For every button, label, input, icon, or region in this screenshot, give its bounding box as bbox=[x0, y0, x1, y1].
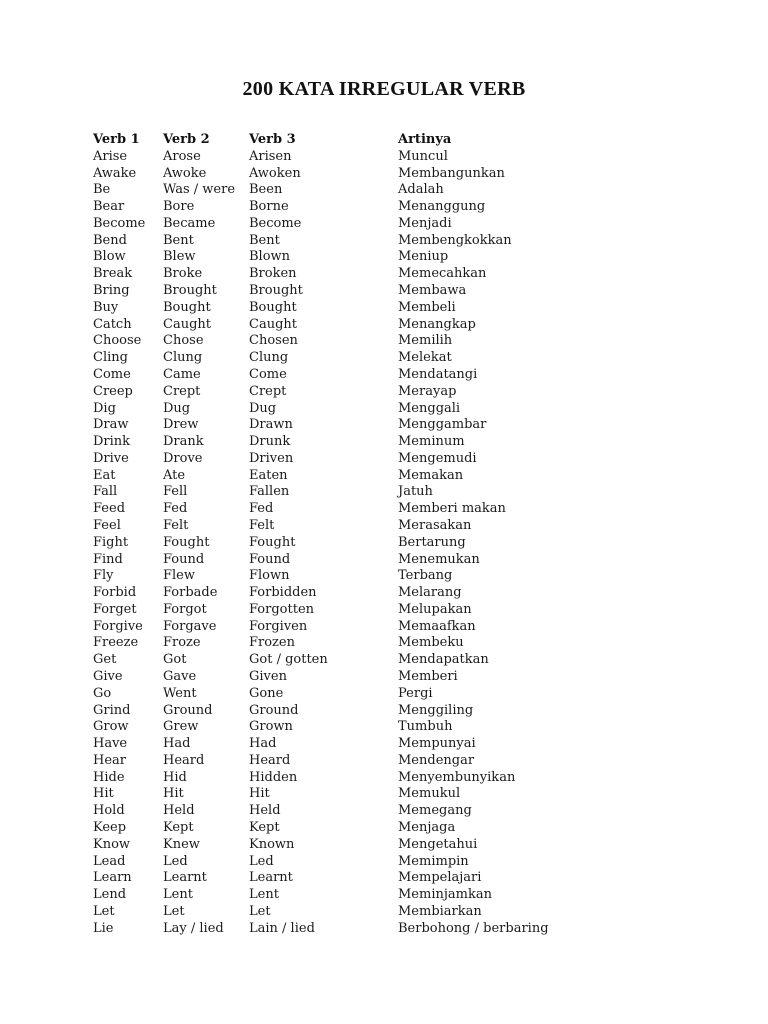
artinya-cell: Memaafkan bbox=[398, 618, 476, 634]
verb-3-cell: Caught bbox=[249, 316, 297, 332]
table-row bbox=[93, 501, 578, 518]
artinya-cell: Mendengar bbox=[398, 752, 475, 768]
verb-3-cell: Bent bbox=[249, 232, 280, 248]
verb-2-cell: Was / were bbox=[163, 182, 236, 198]
verb-3-cell: Drawn bbox=[249, 417, 293, 433]
verb-3-cell: Borne bbox=[249, 199, 289, 215]
verb-3-cell: Felt bbox=[249, 517, 275, 533]
verb-2-cell: Felt bbox=[163, 517, 189, 533]
verb-3-cell: Grown bbox=[249, 719, 293, 735]
header-verb-2: Verb 2 bbox=[163, 132, 210, 147]
verb-1-cell: Forgive bbox=[93, 618, 143, 634]
artinya-cell: Memakan bbox=[398, 467, 464, 483]
verb-1-cell: Fall bbox=[93, 484, 118, 500]
table-row bbox=[93, 602, 578, 619]
verb-2-cell: Forbade bbox=[163, 585, 218, 601]
verb-2-cell: Hid bbox=[163, 769, 187, 785]
verb-3-cell: Bought bbox=[249, 299, 297, 315]
artinya-cell: Pergi bbox=[398, 685, 433, 701]
table-row bbox=[93, 837, 578, 854]
verb-1-cell: Break bbox=[93, 266, 133, 282]
verb-3-cell: Drunk bbox=[249, 434, 291, 450]
artinya-cell: Muncul bbox=[398, 148, 448, 164]
table-row bbox=[93, 451, 578, 468]
table-row bbox=[93, 216, 578, 233]
verb-3-cell: Led bbox=[249, 853, 274, 869]
verb-1-cell: Become bbox=[93, 215, 146, 231]
verb-3-cell: Forbidden bbox=[249, 585, 317, 601]
verb-3-cell: Let bbox=[249, 903, 271, 919]
table-row bbox=[93, 535, 578, 552]
verb-2-cell: Found bbox=[163, 551, 205, 567]
verb-1-cell: Find bbox=[93, 551, 123, 567]
verb-2-cell: Bought bbox=[163, 299, 211, 315]
verb-3-cell: Crept bbox=[249, 383, 287, 399]
artinya-cell: Membeku bbox=[398, 635, 464, 651]
verb-3-cell: Fed bbox=[249, 501, 274, 517]
verb-1-cell: Get bbox=[93, 652, 117, 668]
table-row bbox=[93, 333, 578, 350]
table-row bbox=[93, 669, 578, 686]
verb-2-cell: Forgave bbox=[163, 618, 217, 634]
table-row bbox=[93, 753, 578, 770]
table-row bbox=[93, 300, 578, 317]
verb-1-cell: Hide bbox=[93, 769, 125, 785]
artinya-cell: Melekat bbox=[398, 350, 452, 366]
verb-3-cell: Blown bbox=[249, 249, 291, 265]
verb-1-cell: Hold bbox=[93, 803, 125, 819]
verb-1-cell: Feel bbox=[93, 517, 121, 533]
verb-2-cell: Awoke bbox=[163, 165, 207, 181]
verb-1-cell: Grind bbox=[93, 702, 131, 718]
verb-1-cell: Bend bbox=[93, 232, 127, 248]
table-row bbox=[93, 652, 578, 669]
table-row bbox=[93, 803, 578, 820]
table-row bbox=[93, 921, 578, 938]
artinya-cell: Menggambar bbox=[398, 417, 487, 433]
table-header bbox=[93, 132, 578, 149]
irregular-verb-table bbox=[93, 132, 578, 938]
artinya-cell: Memberi bbox=[398, 669, 458, 684]
table-row bbox=[93, 317, 578, 334]
verb-2-cell: Led bbox=[163, 853, 188, 869]
artinya-cell: Membeli bbox=[398, 299, 456, 315]
header-row bbox=[93, 132, 578, 149]
table-row bbox=[93, 887, 578, 904]
artinya-cell: Mempelajari bbox=[398, 870, 482, 886]
verb-2-cell: Flew bbox=[163, 568, 195, 584]
table-row bbox=[93, 199, 578, 216]
verb-1-cell: Buy bbox=[93, 299, 119, 315]
verb-2-cell: Lent bbox=[163, 887, 193, 903]
verb-3-cell: Given bbox=[249, 669, 287, 684]
artinya-cell: Membiarkan bbox=[398, 903, 482, 919]
verb-1-cell: Come bbox=[93, 366, 131, 382]
table-row bbox=[93, 283, 578, 300]
artinya-cell: Mengemudi bbox=[398, 450, 477, 466]
verb-1-cell: Creep bbox=[93, 383, 133, 399]
table-row bbox=[93, 182, 578, 199]
artinya-cell: Mempunyai bbox=[398, 736, 476, 752]
verb-2-cell: Caught bbox=[163, 316, 211, 332]
table-row bbox=[93, 434, 578, 451]
artinya-cell: Meminum bbox=[398, 434, 465, 450]
verb-3-cell: Forgotten bbox=[249, 601, 315, 617]
verb-3-cell: Lain / lied bbox=[249, 920, 315, 936]
verb-1-cell: Let bbox=[93, 903, 115, 919]
artinya-cell: Adalah bbox=[398, 182, 444, 198]
verb-3-cell: Found bbox=[249, 551, 291, 567]
verb-1-cell: Keep bbox=[93, 820, 127, 836]
verb-1-cell: Fight bbox=[93, 534, 129, 550]
verb-2-cell: Gave bbox=[163, 669, 197, 684]
table-row bbox=[93, 401, 578, 418]
verb-1-cell: Learn bbox=[93, 870, 132, 886]
verb-2-cell: Hit bbox=[163, 786, 184, 802]
artinya-cell: Melarang bbox=[398, 585, 462, 601]
table-row bbox=[93, 703, 578, 720]
artinya-cell: Menyembunyikan bbox=[398, 769, 516, 785]
verb-2-cell: Came bbox=[163, 366, 201, 382]
artinya-cell: Membangunkan bbox=[398, 165, 505, 181]
verb-1-cell: Drink bbox=[93, 434, 131, 450]
artinya-cell: Menjaga bbox=[398, 820, 456, 836]
verb-1-cell: Lie bbox=[93, 920, 114, 936]
verb-2-cell: Forgot bbox=[163, 601, 207, 617]
verb-2-cell: Grew bbox=[163, 719, 199, 735]
table-row bbox=[93, 484, 578, 501]
artinya-cell: Membengkokkan bbox=[398, 232, 512, 248]
verb-3-cell: Ground bbox=[249, 702, 299, 718]
verb-3-cell: Come bbox=[249, 366, 287, 382]
verb-1-cell: Know bbox=[93, 836, 131, 852]
verb-3-cell: Driven bbox=[249, 450, 294, 466]
verb-1-cell: Hear bbox=[93, 752, 126, 768]
verb-1-cell: Feed bbox=[93, 501, 126, 517]
verb-1-cell: Grow bbox=[93, 719, 129, 735]
header-verb-3: Verb 3 bbox=[249, 132, 296, 147]
verb-3-cell: Hit bbox=[249, 786, 270, 802]
artinya-cell: Mengetahui bbox=[398, 836, 478, 852]
verb-1-cell: Drive bbox=[93, 450, 129, 466]
artinya-cell: Memecahkan bbox=[398, 266, 487, 282]
verb-3-cell: Gone bbox=[249, 685, 284, 701]
artinya-cell: Menemukan bbox=[398, 551, 480, 567]
table-row bbox=[93, 367, 578, 384]
verb-1-cell: Freeze bbox=[93, 635, 139, 651]
table-row bbox=[93, 736, 578, 753]
verb-2-cell: Bore bbox=[163, 199, 195, 215]
verb-3-cell: Been bbox=[249, 182, 283, 198]
verb-2-cell: Chose bbox=[163, 333, 204, 349]
verb-3-cell: Got / gotten bbox=[249, 652, 328, 668]
verb-2-cell: Arose bbox=[163, 148, 201, 164]
artinya-cell: Jatuh bbox=[398, 484, 433, 500]
verb-1-cell: Fly bbox=[93, 568, 114, 584]
verb-3-cell: Broken bbox=[249, 266, 297, 282]
verb-3-cell: Hidden bbox=[249, 769, 298, 785]
verb-2-cell: Had bbox=[163, 736, 191, 752]
verb-1-cell: Hit bbox=[93, 786, 114, 802]
artinya-cell: Meniup bbox=[398, 249, 449, 265]
artinya-cell: Mendapatkan bbox=[398, 652, 489, 668]
artinya-cell: Merasakan bbox=[398, 517, 472, 533]
verb-3-cell: Fought bbox=[249, 534, 296, 550]
verb-3-cell: Awoken bbox=[249, 165, 301, 181]
verb-2-cell: Blew bbox=[163, 249, 196, 265]
verb-3-cell: Dug bbox=[249, 400, 277, 416]
verb-2-cell: Ate bbox=[163, 467, 186, 483]
table-row bbox=[93, 686, 578, 703]
verb-3-cell: Brought bbox=[249, 283, 303, 299]
table-row bbox=[93, 786, 578, 803]
table-row bbox=[93, 249, 578, 266]
verb-2-cell: Ground bbox=[163, 702, 213, 718]
verb-2-cell: Held bbox=[163, 803, 195, 819]
table-row bbox=[93, 770, 578, 787]
table-row bbox=[93, 233, 578, 250]
artinya-cell: Terbang bbox=[398, 568, 453, 584]
table-row bbox=[93, 568, 578, 585]
verb-2-cell: Crept bbox=[163, 383, 201, 399]
artinya-cell: Memukul bbox=[398, 786, 461, 802]
table-row bbox=[93, 870, 578, 887]
table-row bbox=[93, 149, 578, 166]
verb-1-cell: Dig bbox=[93, 400, 116, 416]
verb-2-cell: Froze bbox=[163, 635, 201, 651]
artinya-cell: Menggiling bbox=[398, 702, 474, 718]
table-row bbox=[93, 350, 578, 367]
table-row bbox=[93, 417, 578, 434]
verb-1-cell: Catch bbox=[93, 316, 132, 332]
artinya-cell: Berbohong / berbaring bbox=[398, 920, 549, 936]
artinya-cell: Menggali bbox=[398, 400, 461, 416]
verb-2-cell: Bent bbox=[163, 232, 194, 248]
verb-1-cell: Blow bbox=[93, 249, 126, 265]
table-row bbox=[93, 904, 578, 921]
verb-2-cell: Went bbox=[163, 685, 197, 701]
verb-3-cell: Arisen bbox=[249, 148, 292, 164]
verb-2-cell: Let bbox=[163, 903, 185, 919]
artinya-cell: Mendatangi bbox=[398, 366, 478, 382]
artinya-cell: Bertarung bbox=[398, 534, 466, 550]
verb-2-cell: Kept bbox=[163, 820, 194, 836]
verb-2-cell: Heard bbox=[163, 752, 205, 768]
table-row bbox=[93, 854, 578, 871]
verb-1-cell: Bring bbox=[93, 283, 130, 299]
verb-3-cell: Forgiven bbox=[249, 618, 308, 634]
verb-2-cell: Lay / lied bbox=[163, 920, 224, 936]
verb-2-cell: Learnt bbox=[163, 870, 207, 886]
verb-3-cell: Had bbox=[249, 736, 277, 752]
verb-1-cell: Draw bbox=[93, 417, 129, 433]
verb-1-cell: Eat bbox=[93, 467, 116, 483]
verb-3-cell: Flown bbox=[249, 568, 290, 584]
verb-3-cell: Heard bbox=[249, 752, 291, 768]
table-row bbox=[93, 384, 578, 401]
verb-2-cell: Drew bbox=[163, 417, 199, 433]
artinya-cell: Menanggung bbox=[398, 199, 486, 215]
verb-3-cell: Eaten bbox=[249, 467, 288, 483]
verb-2-cell: Clung bbox=[163, 350, 203, 366]
verb-1-cell: Have bbox=[93, 736, 128, 752]
verb-1-cell: Choose bbox=[93, 333, 142, 349]
artinya-cell: Memimpin bbox=[398, 853, 469, 869]
artinya-cell: Melupakan bbox=[398, 601, 472, 617]
verb-2-cell: Fell bbox=[163, 484, 188, 500]
verb-1-cell: Lead bbox=[93, 853, 126, 869]
artinya-cell: Memegang bbox=[398, 803, 472, 819]
artinya-cell: Memilih bbox=[398, 333, 453, 349]
artinya-cell: Tumbuh bbox=[398, 719, 453, 735]
table-row bbox=[93, 518, 578, 535]
artinya-cell: Menjadi bbox=[398, 215, 452, 231]
verb-3-cell: Clung bbox=[249, 350, 289, 366]
table-row bbox=[93, 619, 578, 636]
verb-3-cell: Fallen bbox=[249, 484, 290, 500]
table-row bbox=[93, 266, 578, 283]
verb-2-cell: Fed bbox=[163, 501, 188, 517]
verb-1-cell: Awake bbox=[93, 165, 137, 181]
verb-1-cell: Lend bbox=[93, 887, 127, 903]
verb-3-cell: Learnt bbox=[249, 870, 293, 886]
table-row bbox=[93, 719, 578, 736]
artinya-cell: Menangkap bbox=[398, 316, 476, 332]
artinya-cell: Merayap bbox=[398, 383, 457, 399]
verb-1-cell: Give bbox=[93, 669, 123, 684]
verb-1-cell: Go bbox=[93, 685, 112, 701]
verb-2-cell: Fought bbox=[163, 534, 210, 550]
verb-3-cell: Lent bbox=[249, 887, 279, 903]
verb-1-cell: Forbid bbox=[93, 585, 137, 601]
verb-3-cell: Chosen bbox=[249, 333, 298, 349]
table-row bbox=[93, 635, 578, 652]
verb-2-cell: Dug bbox=[163, 400, 191, 416]
verb-1-cell: Cling bbox=[93, 350, 128, 366]
verb-1-cell: Be bbox=[93, 182, 111, 198]
verb-2-cell: Broke bbox=[163, 266, 203, 282]
verb-3-cell: Become bbox=[249, 215, 302, 231]
table-row bbox=[93, 585, 578, 602]
verb-2-cell: Drove bbox=[163, 450, 203, 466]
verb-3-cell: Held bbox=[249, 803, 281, 819]
table-row bbox=[93, 166, 578, 183]
table-row bbox=[93, 468, 578, 485]
verb-1-cell: Forget bbox=[93, 601, 137, 617]
verb-2-cell: Became bbox=[163, 215, 216, 231]
verb-2-cell: Brought bbox=[163, 283, 217, 299]
page-title: 200 KATA IRREGULAR VERB bbox=[242, 78, 526, 100]
verb-2-cell: Got bbox=[163, 652, 187, 668]
verb-1-cell: Bear bbox=[93, 199, 125, 215]
verb-1-cell: Arise bbox=[93, 148, 128, 164]
verb-3-cell: Frozen bbox=[249, 635, 295, 651]
header-verb-1: Verb 1 bbox=[93, 132, 140, 147]
header-artinya: Artinya bbox=[398, 132, 452, 147]
artinya-cell: Memberi makan bbox=[398, 501, 506, 517]
artinya-cell: Membawa bbox=[398, 283, 467, 299]
verb-3-cell: Known bbox=[249, 836, 295, 852]
artinya-cell: Meminjamkan bbox=[398, 887, 492, 903]
table-row bbox=[93, 552, 578, 569]
verb-2-cell: Drank bbox=[163, 434, 204, 450]
verb-3-cell: Kept bbox=[249, 820, 280, 836]
table-row bbox=[93, 820, 578, 837]
verb-2-cell: Knew bbox=[163, 836, 200, 852]
table-body bbox=[93, 149, 578, 938]
